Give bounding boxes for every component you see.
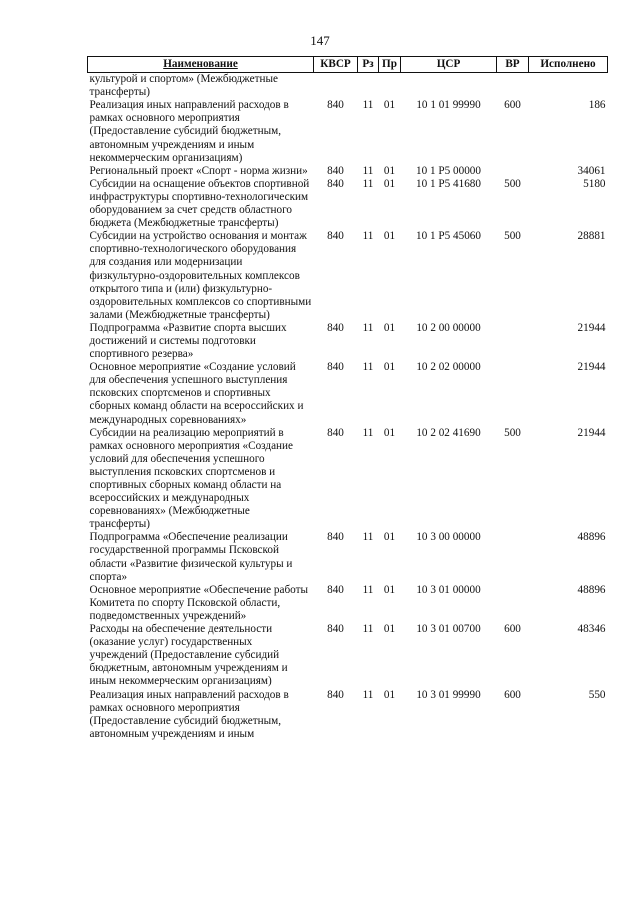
column-header-name: Наименование [88, 57, 314, 73]
cell-done [529, 73, 608, 100]
cell-done: 21944 [577, 426, 606, 439]
cell-pr [379, 73, 401, 100]
cell-rz: 11 [362, 531, 374, 544]
cell-vr [497, 73, 529, 100]
cell-csr: 10 1 P5 45060 [416, 230, 481, 243]
cell-done: 186 [588, 99, 606, 112]
table-row [88, 427, 608, 532]
cell-name: Расходы на обеспечение деятельности (оказание услуг) государственных учреждений (Предоставление субсидий бюджетным, автономным учреждениям и иным некоммерческим организациям) [89, 623, 288, 688]
cell-pr: 01 [383, 99, 396, 112]
cell-rz: 11 [362, 99, 374, 112]
cell-name: Субсидии на устройство основания и монтаж спортивно-технологического оборудования для создания или модернизации физкультурно-оздоровительных комплексов открытого типа и (или) физкультурно-оздоровительных комплексов со спортивными залами (Межбюджетные трансферты) [89, 230, 312, 321]
cell-rz: 11 [362, 321, 374, 334]
cell-csr: 10 1 01 99990 [416, 99, 481, 112]
table-row [88, 230, 608, 322]
cell-name: Подпрограмма «Обеспечение реализации государственной программы Псковской области «Развитие физической культуры и спорта» [89, 531, 293, 583]
cell-done: 48346 [577, 623, 606, 636]
cell-vr: 600 [504, 623, 521, 636]
cell-name: Основное мероприятие «Создание условий для обеспечения успешного выступления псковских спортсменов и спортивных сборных команд области на всероссийских и международных соревнованиях» [89, 361, 304, 426]
cell-rz: 11 [362, 688, 374, 701]
column-header-kvsr: КВСР [314, 57, 358, 73]
cell-done: 5180 [583, 177, 606, 190]
table-row [88, 165, 608, 178]
cell-rz: 11 [362, 177, 374, 190]
cell-pr: 01 [383, 361, 396, 374]
cell-done: 48896 [577, 583, 606, 596]
table-row [88, 73, 608, 100]
cell-rz: 11 [362, 583, 374, 596]
table-row [88, 361, 608, 426]
table-row [88, 689, 608, 741]
cell-csr: 10 1 P5 41680 [416, 177, 481, 190]
budget-table [87, 56, 608, 741]
column-header-pr: Пр [379, 57, 401, 73]
cell-rz [358, 73, 379, 100]
cell-kvsr: 840 [327, 177, 344, 190]
cell-pr: 01 [383, 164, 396, 177]
cell-kvsr: 840 [327, 164, 344, 177]
cell-kvsr: 840 [327, 99, 344, 112]
cell-done: 34061 [577, 164, 606, 177]
cell-csr: 10 1 P5 00000 [416, 164, 481, 177]
cell-rz: 11 [362, 426, 374, 439]
cell-kvsr: 840 [327, 623, 344, 636]
column-header-csr: ЦСР [401, 57, 497, 73]
table-row [88, 584, 608, 623]
table-header-row [88, 57, 608, 73]
cell-kvsr: 840 [327, 688, 344, 701]
cell-name: Подпрограмма «Развитие спорта высших достижений и системы подготовки спортивного резерва» [89, 321, 287, 361]
cell-done: 28881 [577, 230, 606, 243]
table-row [88, 99, 608, 164]
cell-pr: 01 [383, 531, 396, 544]
cell-vr: 600 [504, 688, 521, 701]
cell-kvsr: 840 [327, 321, 344, 334]
cell-kvsr: 840 [327, 230, 344, 243]
cell-pr: 01 [383, 623, 396, 636]
cell-kvsr: 840 [327, 531, 344, 544]
table-row [88, 322, 608, 361]
cell-csr: 10 2 02 00000 [416, 361, 481, 374]
cell-name: Субсидии на реализацию мероприятий в рамках основного мероприятия «Создание условий для обеспечения успешного выступления псковских спортсменов и спортивных сборных команд области на всероссийских и международных соревнованиях» (Межбюджетные трансферты) [89, 426, 293, 531]
cell-pr: 01 [383, 321, 396, 334]
cell-name: культурой и спортом» (Межбюджетные трансферты) [89, 73, 278, 99]
cell-csr [401, 73, 497, 100]
cell-rz: 11 [362, 361, 374, 374]
column-header-vr: ВР [497, 57, 529, 73]
cell-vr: 500 [504, 230, 521, 243]
cell-pr: 01 [383, 583, 396, 596]
cell-rz: 11 [362, 230, 374, 243]
cell-csr: 10 2 00 00000 [416, 321, 481, 334]
cell-done: 21944 [577, 321, 606, 334]
cell-kvsr [314, 73, 358, 100]
cell-pr: 01 [383, 688, 396, 701]
cell-name: Субсидии на оснащение объектов спортивной инфраструктуры спортивно-технологическим оборудованием за счет средств областного бюджета (Межбюджетные трансферты) [89, 177, 310, 230]
cell-vr: 500 [504, 177, 521, 190]
cell-pr: 01 [383, 230, 396, 243]
cell-vr [497, 322, 529, 361]
cell-vr [497, 165, 529, 178]
cell-vr: 500 [504, 426, 521, 439]
cell-csr: 10 3 01 00000 [416, 583, 481, 596]
cell-vr: 600 [504, 99, 521, 112]
cell-kvsr: 840 [327, 426, 344, 439]
cell-pr: 01 [383, 426, 396, 439]
cell-done: 48896 [577, 531, 606, 544]
table-row [88, 623, 608, 688]
cell-csr: 10 3 01 99990 [416, 688, 481, 701]
cell-name: Реализация иных направлений расходов в рамках основного мероприятия (Предоставление субсидий бюджетным, автономным учреждениям и иным [89, 688, 289, 740]
column-header-done: Исполнено [529, 57, 608, 73]
cell-csr: 10 3 00 00000 [416, 531, 481, 544]
cell-rz: 11 [362, 164, 374, 177]
cell-done: 21944 [577, 361, 606, 374]
page-number: 147 [310, 33, 330, 48]
cell-pr: 01 [383, 177, 396, 190]
cell-vr [497, 531, 529, 583]
cell-name: Основное мероприятие «Обеспечение работы Комитета по спорту Псковской области, подведомственных учреждений» [89, 583, 309, 622]
cell-kvsr: 840 [327, 361, 344, 374]
cell-vr [497, 584, 529, 623]
cell-vr [497, 361, 529, 426]
table-row [88, 531, 608, 583]
cell-csr: 10 2 02 41690 [416, 426, 481, 439]
column-header-rz: Рз [358, 57, 379, 73]
table-row [88, 178, 608, 230]
cell-csr: 10 3 01 00700 [416, 623, 481, 636]
cell-rz: 11 [362, 623, 374, 636]
cell-name: Реализация иных направлений расходов в рамках основного мероприятия (Предоставление субсидий бюджетным, автономным учреждениям и иным некоммерческим организациям) [89, 99, 289, 164]
cell-done: 550 [588, 688, 606, 701]
cell-kvsr: 840 [327, 583, 344, 596]
cell-name: Региональный проект «Спорт - норма жизни» [89, 164, 308, 177]
